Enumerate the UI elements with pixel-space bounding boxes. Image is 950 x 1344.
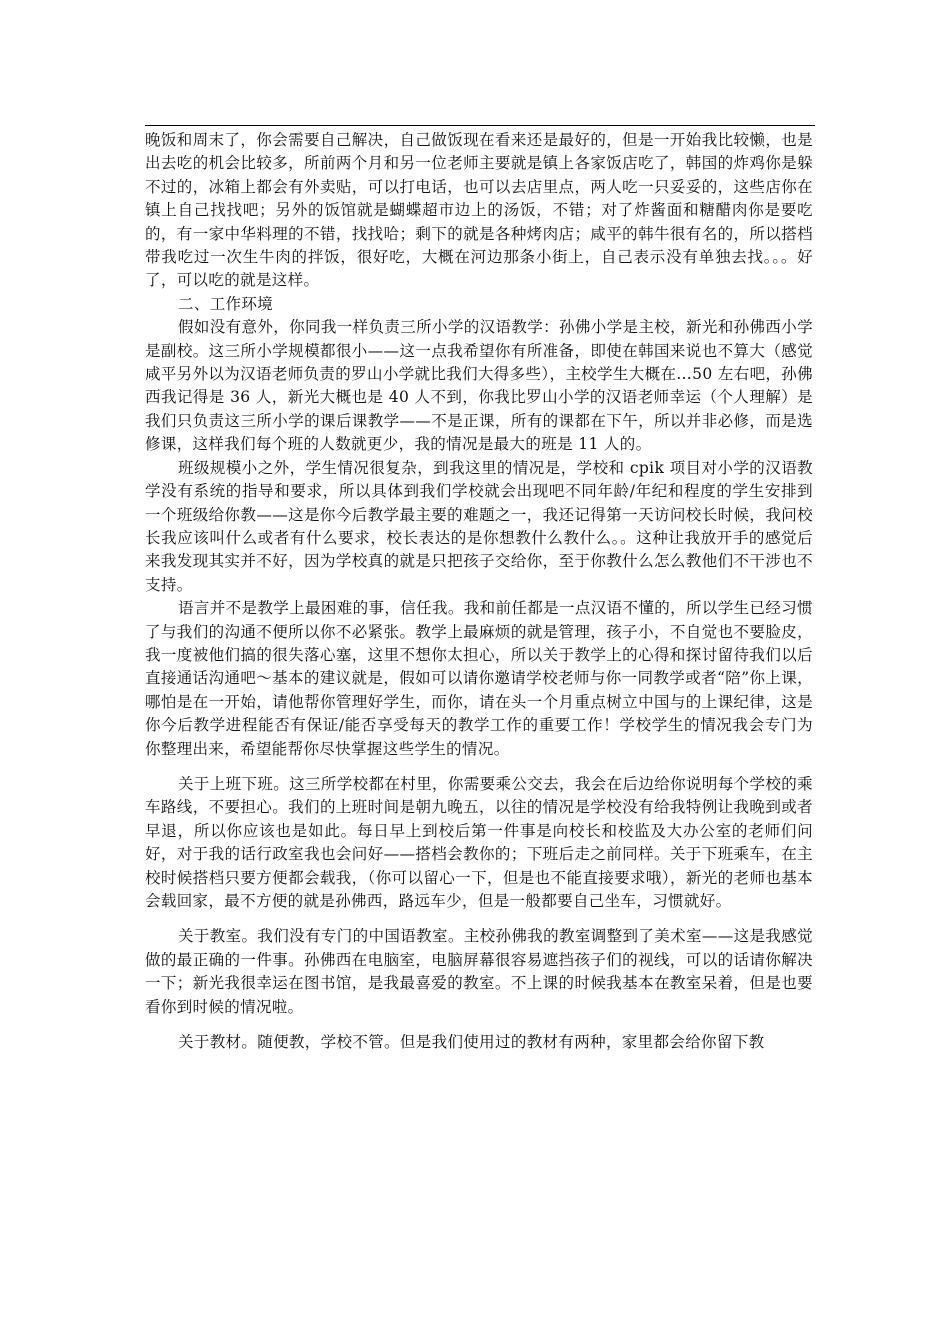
document-body	[145, 129, 813, 1054]
paragraph-meals: 晚饭和周末了，你会需要自己解决，自己做饭现在看来还是最好的，但是一开始我比较懒，也是出去吃的机会比较多，所前两个月和另一位老师主要就是镇上各家饭店吃了，韩国的炸鸡你是躲不过的，冰箱上都会有外卖贴，可以打电话，也可以去店里点，两人吃一只妥妥的，这些店你在镇上自己找找吧；另外的饭馆就是蝴蝶超市边上的汤饭，不错；对了炸酱面和糖醋肉你是要吃的，有一家中华料理的不错，找找哈；剩下的就是各种烤肉店；咸平的韩牛很有名的，所以搭档带我吃过一次生牛肉的拌饭，很好吃，大概在河边那条小街上，自己表示没有单独去找。。。好了，可以吃的就是这样。	[145, 131, 813, 290]
paragraph-classroom: 关于教室。我们没有专门的中国语教室。主校孙佛我的教室调整到了美术室——这是我感觉做的最正确的一件事。孙佛西在电脑室，电脑屏幕很容易遮挡孩子们的视线，可以的话请你解决一下；新光我很幸运在图书馆，是我最喜爱的教室。不上课的时候我基本在教室呆着，但是也要看你到时候的情况啦。	[145, 927, 813, 1016]
section-heading-work-environment: 二、工作环境	[178, 294, 274, 313]
paragraph-class-size: 班级规模小之外，学生情况很复杂，到我这里的情况是，学校和 cpik 项目对小学的汉语教学没有系统的指导和要求，所以具体到我们学校就会出现吧不同年龄/年纪和程度的学生安排到一个班级给你教——这是你今后教学最主要的难题之一，我还记得第一天访问校长时候，我问校长我应该叫什么或者有什么要求，校长表达的是你想教什么教什么。。这种让我放开手的感觉后来我发现其实并不好，因为学校真的就是只把孩子交给你，至于你教什么怎么教他们不干涉也不支持。	[145, 458, 813, 594]
paragraph-commute: 关于上班下班。这三所学校都在村里，你需要乘公交去，我会在后边给你说明每个学校的乘车路线，不要担心。我们的上班时间是朝九晚五，以往的情况是学校没有给我特例让我晚到或者早退，所以你应该也是如此。每日早上到校后第一件事是向校长和校监及大办公室的老师们问好，对于我的话行政室我也会问好——搭档会教你的；下班后走之前同样。关于下班乘车，在主校时候搭档只要方便都会载我，（你可以留心一下，但是也不能直接要求哦），新光的老师也基本会载回家，最不方便的就是孙佛西，路远车少，但是一般都要自己坐车，习惯就好。	[145, 774, 813, 910]
paragraph-schools: 假如没有意外，你同我一样负责三所小学的汉语教学：孙佛小学是主校，新光和孙佛西小学是副校。这三所小学规模都很小——这一点我希望你有所准备，即使在韩国来说也不算大（感觉咸平另外以为汉语老师负责的罗山小学就比我们大得多些），主校学生大概在…50 左右吧，孙佛西我记得是 36 人，新光大概也是 40 人不到，你我比罗山小学的汉语老师幸运（个人理解）是我们只负责这三所小学的课后课教学——不是正课，所有的课都在下午，所以并非必修，而是选修课，这样我们每个班的人数就更少，我的情况是最大的班是 11 人的。	[145, 318, 813, 454]
header-rule	[145, 125, 815, 126]
paragraph-language: 语言并不是教学上最困难的事，信任我。我和前任都是一点汉语不懂的，所以学生已经习惯了与我们的沟通不便所以你不必紧张。教学上最麻烦的就是管理，孩子小，不自觉也不要脸皮，我一度被他们搞的很失落心塞，这里不想你太担心，所以关于教学上的心得和探讨留待我们以后直接通话沟通吧～基本的建议就是，假如可以请你邀请学校老师与你一同教学或者“陪”你上课，哪怕是在一开始，请他帮你管理好学生，而你，请在头一个月重点树立中国与的上课纪律，这是你今后教学进程能否有保证/能否享受每天的教学工作的重要工作！学校学生的情况我会专门为你整理出来，希望能帮你尽快掌握这些学生的情况。	[145, 599, 813, 758]
paragraph-textbooks: 关于教材。随便教，学校不管。但是我们使用过的教材有两种，家里都会给你留下教	[178, 1033, 765, 1052]
